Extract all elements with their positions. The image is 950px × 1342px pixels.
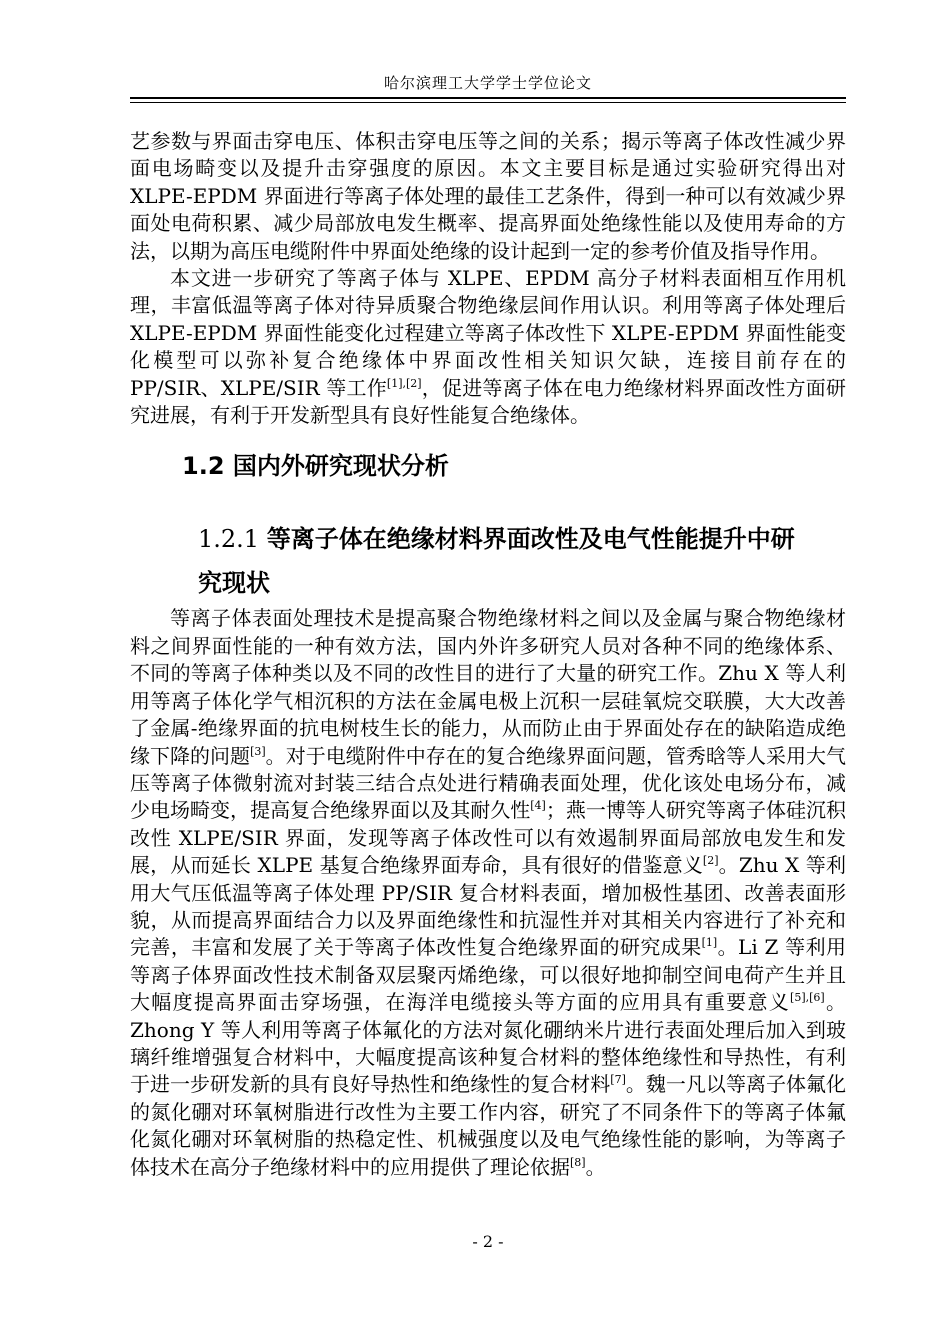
paragraph-text: ；燕一博等人研究等离子体硅沉积改性 XLPE/SIR 界面，发现等离子体改性可以有效遏制界面局部放电发生和发展，从而延长 XLPE 基复合绝缘界面寿命，具有很好的借鉴意义: [130, 798, 847, 878]
paragraph-text: 。对于电缆附件中存在的复合绝缘界面问题，管秀晗等人采用大气压等离子体微射流对封装三结合点处进行精确表面处理，优化该处电场分布，减少电场畸变，提高复合绝缘界面以及其耐久性: [130, 743, 847, 823]
paragraph-text: 。Zhu X 等利用大气压低温等离子体处理 PP/SIR 复合材料表面，增加极性基团、改善表面形貌，从而提高界面结合力以及界面绝缘性和抗湿性并对其相关内容进行了补充和完善，丰富和发展了关于等离子体改性复合绝缘界面的研究成果: [130, 853, 846, 960]
paragraph-text: 。Li Z 等利用等离子体界面改性技术制备双层聚丙烯绝缘，可以很好地抑制空间电荷产生并且大幅度提高界面击穿场强，在海洋电缆接头等方面的应用具有重要意义: [130, 935, 846, 1015]
section-number: 1.2: [182, 452, 225, 481]
paragraph-text: ，促进等离子体在电力绝缘材料界面改性方面研究进展，有利于开发新型具有良好性能复合绝缘体。: [130, 375, 846, 428]
header-rule-thick: [130, 97, 846, 99]
subsection-number: 1.2.1: [198, 525, 260, 554]
paragraph-research-significance: [130, 265, 846, 429]
citation: [5],[6]: [790, 991, 825, 1005]
subsection-heading: [130, 517, 846, 605]
running-header: 哈尔滨理工大学学士学位论文: [383, 74, 592, 92]
citation: [1],[2]: [386, 376, 422, 390]
subsection-title-line2: 究现状: [198, 569, 270, 598]
body-text: [130, 128, 846, 1181]
paragraph-text: 。: [585, 1154, 606, 1179]
header-rule-thin: [130, 102, 846, 103]
citation: [1]: [701, 936, 718, 950]
paragraph-text: 艺参数与界面击穿电压、体积击穿电压等之间的关系；揭示等离子体改性减少界面电场畸变以及提升击穿强度的原因。本文主要目标是通过实验研究得出对 XLPE-EPDM 界面进行等离子体处理的最佳工艺条件，得到一种可以有效减少界面处电荷积累、减少局部放电发生概率、提高界面处绝缘性能以及使用寿命的方法，以期为高压电缆附件中界面处绝缘的设计起到一定的参考价值及指导作用。: [130, 129, 846, 263]
citation: [8]: [570, 1155, 586, 1169]
paragraph-text: 。魏一凡以等离子体氟化的氮化硼对环氧树脂进行改性为主要工作内容，研究了不同条件下的等离子体氟化氮化硼对环氧树脂的热稳定性、机械强度以及电气绝缘性能的影响，为等离子体技术在高分子绝缘材料中的应用提供了理论依据: [130, 1072, 847, 1179]
section-title: 国内外研究现状分析: [232, 452, 449, 481]
page-number: - 2 -: [472, 1232, 504, 1251]
citation: [3]: [250, 744, 266, 758]
paragraph-text: 本文进一步研究了等离子体与 XLPE、EPDM 高分子材料表面相互作用机理，丰富低温等离子体对待异质聚合物绝缘层间作用认识。利用等离子体处理后 XLPE-EPDM 界面性能变化过程建立等离子体改性下 XLPE-EPDM 界面性能变化模型可以弥补复合绝缘体中界面改性相关知识欠缺，连接目前存在的 PP/SIR、XLPE/SIR 等工作: [130, 266, 846, 400]
paragraph-text: 等离子体表面处理技术是提高聚合物绝缘材料之间以及金属与聚合物绝缘材料之间界面性能的一种有效方法，国内外许多研究人员对各种不同的绝缘体系、不同的等离子体种类以及不同的改性目的进行了大量的研究工作。Zhu X 等人利用等离子体化学气相沉积的方法在金属电极上沉积一层硅氧烷交联膜，大大改善了金属-绝缘界面的抗电树枝生长的能力，从而防止由于界面处存在的缺陷造成绝缘下降的问题: [130, 606, 846, 768]
paragraph-text: 。Zhong Y 等人利用等离子体氟化的方法对氮化硼纳米片进行表面处理后加入到玻璃纤维增强复合材料中，大幅度提高该种复合材料的整体绝缘性和导热性，有利于进一步研发新的具有良好导热性和绝缘性的复合材料: [130, 990, 847, 1097]
paragraph-continued: [130, 128, 846, 265]
citation: [7]: [610, 1073, 626, 1087]
citation: [4]: [530, 799, 546, 813]
paragraph-literature-review: [130, 605, 846, 1181]
citation: [2]: [702, 854, 719, 868]
section-heading: [130, 449, 846, 503]
subsection-title-line1: 等离子体在绝缘材料界面改性及电气性能提升中研: [266, 525, 795, 554]
